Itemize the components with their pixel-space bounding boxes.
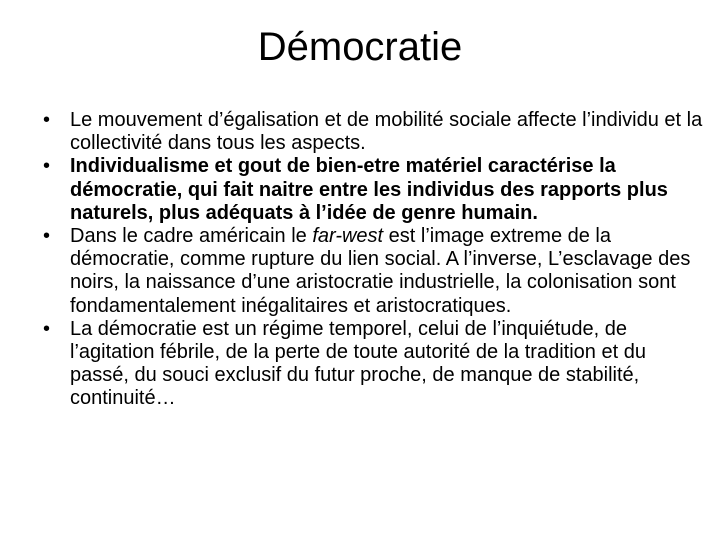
bullet-list [43, 109, 703, 411]
bullet-text-1: Le mouvement d’égalisation et de mobilité sociale affecte l’individu et la collectivité dans tous les aspects. [70, 109, 703, 155]
bullet-item-4 [43, 318, 703, 411]
bullet-icon: • [43, 109, 51, 131]
slide-title: Démocratie [257, 25, 463, 69]
bullet-text-4: La démocratie est un régime temporel, celui de l’inquiétude, de l’agitation fébrile, de la perte de toute autorité de la tradition et du passé, du souci exclusif du futur proche, de manque de stabilité, continuité… [70, 317, 646, 410]
bullet-icon: • [43, 225, 51, 248]
bullet-text-3-end: est l’image extreme de la démocratie, comme rupture du lien social. A l’inverse, L’esclavage des noirs, la naissance d’une aristocratie industrielle, la colonisation sont fondamentalement inégalitaires et aristocratiques. [70, 225, 691, 317]
bullet-icon: • [43, 317, 51, 340]
bullet-item-3 [43, 225, 703, 318]
bullet-text-2: Individualisme et gout de bien-etre matériel caractérise la démocratie, qui fait naitre entre les individus des rapports plus naturels, plus adéquats à l’idée de genre humain. [70, 155, 668, 224]
bullet-text-3-start: Dans le cadre américain le [70, 225, 313, 248]
bullet-item-2 [43, 155, 703, 225]
bullet-icon: • [43, 155, 51, 178]
bullet-text-3-italic: far-west [312, 225, 384, 248]
bullet-item-1 [43, 109, 703, 155]
